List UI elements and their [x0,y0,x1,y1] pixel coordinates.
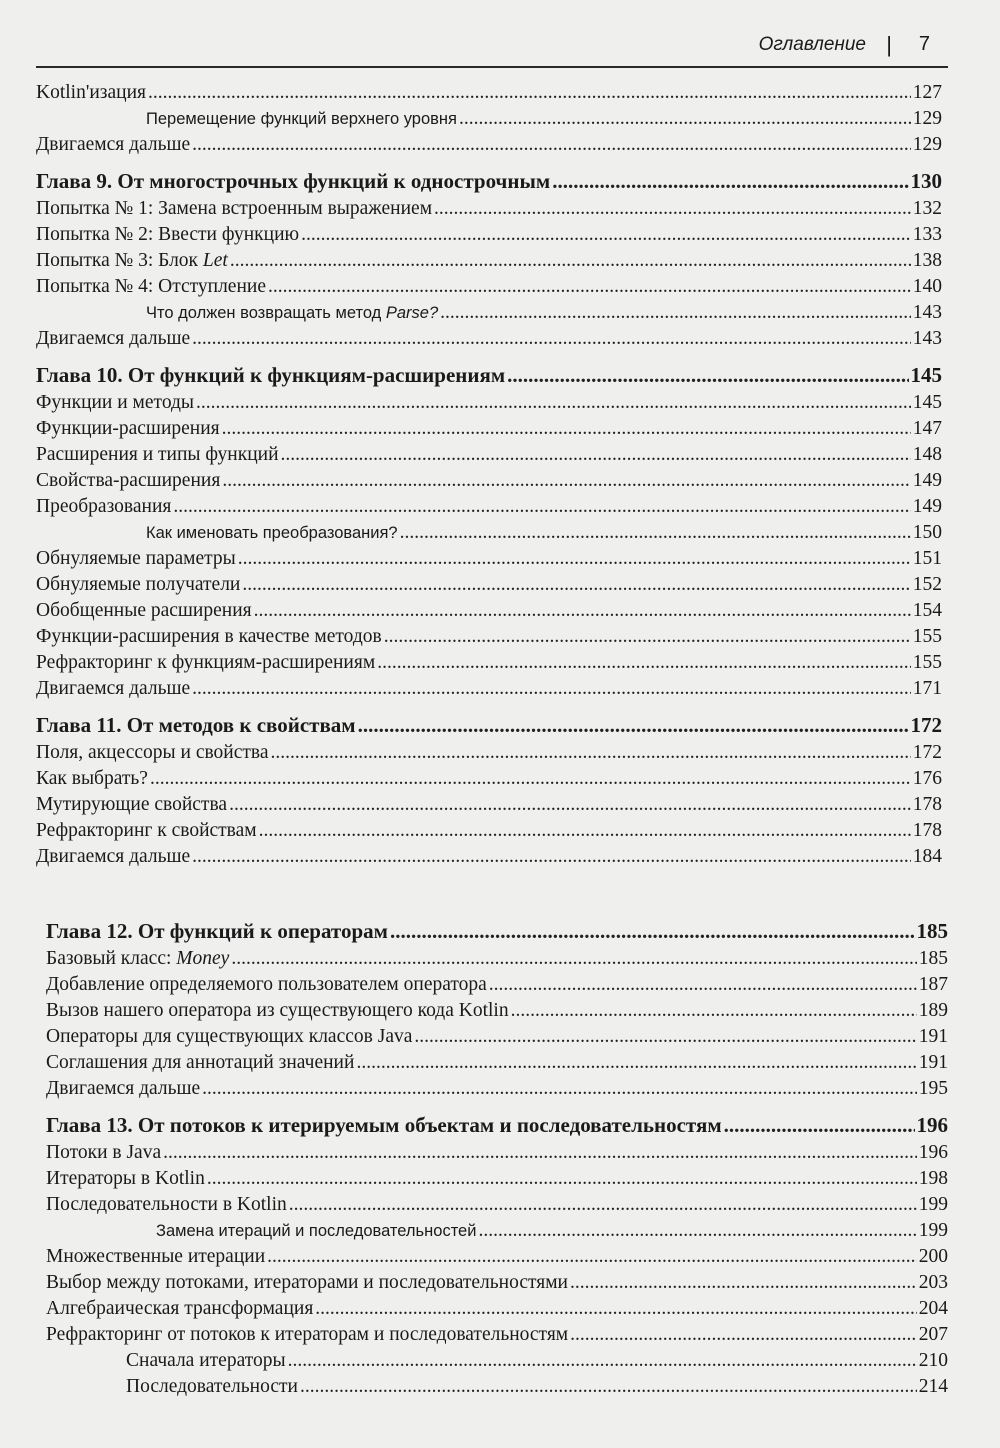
toc-entry-title [36,710,356,740]
toc-page-number: 176 [912,768,942,789]
toc-entry-title [46,1024,412,1050]
toc-page-number: 191 [918,1026,948,1047]
toc-entry[interactable] [36,844,942,870]
dot-leader [150,766,911,792]
toc-entry-title [36,766,148,792]
toc-page-number: 178 [912,794,942,815]
toc-entry-text: Преобразования [36,496,172,517]
toc-entry[interactable] [46,1244,948,1270]
toc-entry[interactable] [36,390,942,416]
toc-entry[interactable] [36,80,942,106]
toc-page-number: 127 [912,82,942,103]
toc-entry[interactable] [36,442,942,468]
toc-entry-text: Двигаемся дальше [36,328,191,349]
toc-entry-title [36,274,266,300]
toc-page-number: 199 [918,1220,948,1241]
toc-entry-text: Двигаемся дальше [46,1078,201,1099]
dot-leader [459,106,911,132]
toc-page-number: 155 [912,652,942,673]
toc-entry-text: Перемещение функций верхнего уровня [146,110,457,128]
toc-entry-title [46,1244,265,1270]
toc-entry-text: Двигаемся дальше [36,678,191,699]
toc-entry-text: Замена итераций и последовательностей [156,1222,477,1240]
dot-leader [254,598,911,624]
toc-entry-title [36,416,220,442]
toc-entry-title [36,196,432,222]
toc-entry[interactable] [36,274,942,300]
toc-entry-title [46,1296,313,1322]
toc-entry-text: Как именовать преобразования? [146,524,398,542]
toc-entry-title [126,1374,298,1400]
dot-leader [570,1270,917,1296]
toc-entry-text: Операторы для существующих классов Java [46,1026,413,1047]
toc-subentry[interactable] [36,520,942,546]
toc-entry-title [46,1110,722,1140]
toc-page-number: 148 [912,444,942,465]
toc-entry-text: Двигаемся дальше [36,846,191,867]
toc-entry-text: Последовательности в Kotlin [46,1194,287,1215]
dot-leader [440,300,911,326]
dot-leader [511,998,917,1024]
toc-page-number: 185 [916,919,948,943]
toc-entry-title [46,972,487,998]
toc-page-number: 149 [912,470,942,491]
toc-entry-text: Вызов нашего оператора из существующего кода Kotlin [46,1000,509,1021]
dot-leader [414,1024,916,1050]
toc-page-number: 187 [918,974,948,995]
toc-entry-title [36,494,171,520]
toc-page-number: 189 [918,1000,948,1021]
dot-leader [192,326,911,352]
toc-entry-text: Добавление определяемого пользователем оператора [46,974,487,995]
page-header [36,30,948,68]
toc-subentry[interactable] [46,1348,948,1374]
toc-entry-title [46,1076,200,1102]
toc-entry-text: Выбор между потоками, итераторами и последовательностями [46,1272,568,1293]
toc-page-number: 147 [912,418,942,439]
toc-entry-text: Множественные итерации [46,1246,266,1267]
dot-leader [489,972,917,998]
dot-leader [259,818,911,844]
dot-leader [242,572,910,598]
toc-page-number: 203 [918,1272,948,1293]
toc-entry-italic: Let [202,250,228,271]
toc-entry-text: Расширения и типы функций [36,444,279,465]
dot-leader [301,222,911,248]
dot-leader [478,1218,916,1244]
toc-entry[interactable] [36,818,942,844]
toc-entry[interactable] [46,998,948,1024]
toc-entry[interactable] [36,624,942,650]
page-number: 7 [918,33,930,55]
toc-entry-text: Глава 9. От многострочных функций к однострочным [36,169,551,193]
toc-subentry[interactable] [46,1218,948,1244]
toc-entry-title [36,248,228,274]
dot-leader [315,1296,916,1322]
toc-chapter[interactable] [36,360,942,390]
toc-entry-title [36,818,257,844]
toc-page-number: 199 [918,1194,948,1215]
toc-entry-text: Как выбрать? [36,768,148,789]
toc-entry-italic: Parse? [385,304,439,322]
toc-entry-title [46,1192,287,1218]
dot-leader [300,1374,917,1400]
toc-entry[interactable] [36,572,942,598]
toc-page-number: 154 [912,600,942,621]
toc-entry-text: Обнуляемые получатели [36,574,241,595]
toc-entry-title [36,166,550,196]
toc-page-number: 204 [918,1298,948,1319]
toc-page-number: 198 [918,1168,948,1189]
toc-entry[interactable] [36,326,942,352]
toc-entry-text: Сначала итераторы [126,1350,286,1371]
toc-entry-title [46,1166,205,1192]
toc-page-number: 152 [912,574,942,595]
toc-entry-title [46,946,229,972]
toc-page-number: 129 [912,108,942,129]
toc-entry-text: Рефракторинг к функциям-расширениям [36,652,376,673]
toc-page-number: 149 [912,496,942,517]
dot-leader [271,740,911,766]
toc-entry-text: Двигаемся дальше [36,134,191,155]
dot-leader [434,196,911,222]
toc-entry-text: Рефракторинг от потоков к итераторам и последовательностям [46,1324,569,1345]
dot-leader [390,916,915,946]
toc-entry-text: Попытка № 1: Замена встроенным выражением [36,198,433,219]
toc-entry-title [36,740,269,766]
toc-page-number: 145 [912,392,942,413]
toc-chapter[interactable] [36,710,942,740]
toc-entry-text: Потоки в Java [46,1142,162,1163]
toc-entry-title [46,1270,568,1296]
toc-page-number: 143 [912,328,942,349]
toc-entry-text: Рефракторинг к свойствам [36,820,257,841]
toc-entry[interactable] [46,1166,948,1192]
toc-entry-text: Обобщенные расширения [36,600,252,621]
dot-leader [288,1348,917,1374]
toc-entry[interactable] [36,650,942,676]
dot-leader [267,1244,917,1270]
dot-leader [570,1322,917,1348]
toc-page-number: 130 [910,169,942,193]
toc-entry-title [36,844,190,870]
toc-entry-title [46,1322,568,1348]
toc-entry-text: Функции-расширения в качестве методов [36,626,382,647]
toc-entry-text: Глава 11. От методов к свойствам [36,713,356,737]
toc-entry[interactable] [36,792,942,818]
toc-entry-title [36,390,194,416]
toc-entry-title [156,1218,476,1244]
toc-entry[interactable] [46,946,948,972]
toc-page-number: 210 [918,1350,948,1371]
toc-entry-text: Итераторы в Kotlin [46,1168,205,1189]
toc-entry-text: Глава 10. От функций к функциям-расширениям [36,363,506,387]
dot-leader [230,248,911,274]
toc-entry[interactable] [36,494,942,520]
toc-entry-text: Попытка № 2: Ввести функцию [36,224,300,245]
toc-page-number: 196 [916,1113,948,1137]
toc-page-number: 132 [912,198,942,219]
toc-page-number: 140 [912,276,942,297]
toc-entry-title [36,572,240,598]
dot-leader [222,468,910,494]
toc-entry-text: Свойства-расширения [36,470,221,491]
toc-entry-text: Мутирующие свойства [36,794,228,815]
toc-entry-title [36,468,220,494]
toc-page-number: 191 [918,1052,948,1073]
toc-entry-title [36,546,236,572]
toc-page-number: 185 [918,948,948,969]
dot-leader [507,360,908,390]
toc-entry-title [36,598,252,624]
toc-chapter[interactable] [46,916,948,946]
toc-entry-italic: Money [176,948,230,969]
toc-subentry[interactable] [36,106,942,132]
toc-page-number: 172 [910,713,942,737]
dot-leader [196,390,911,416]
dot-leader [724,1110,915,1140]
dot-leader [202,1076,917,1102]
toc-entry[interactable] [36,766,942,792]
toc-entry[interactable] [36,196,942,222]
toc-entry-text: Попытка № 4: Отступление [36,276,266,297]
toc-entry[interactable] [46,1140,948,1166]
dot-leader [384,624,911,650]
toc-entry-text: Что должен возвращать метод [146,304,386,322]
toc-entry[interactable] [46,1192,948,1218]
dot-leader [192,676,911,702]
toc-page-number: 138 [912,250,942,271]
toc-entry-title [36,650,375,676]
toc-entry[interactable] [46,1050,948,1076]
dot-leader [231,946,916,972]
toc-page-number: 178 [912,820,942,841]
toc-entry[interactable] [46,972,948,998]
dot-leader [148,80,911,106]
toc-entry[interactable] [36,676,942,702]
dot-leader [552,166,908,196]
toc-entry-title [46,1140,161,1166]
dot-leader [377,650,911,676]
toc-entry-text: Поля, акцессоры и свойства [36,742,269,763]
toc-entry[interactable] [46,1296,948,1322]
toc-entry[interactable] [36,598,942,624]
toc-entry-text: Kotlin'изация [36,82,146,103]
toc-entry-title [46,916,388,946]
toc-page-number: 150 [912,522,942,543]
table-of-contents-continued [46,908,948,1400]
toc-entry[interactable] [36,222,942,248]
toc-entry[interactable] [36,546,942,572]
dot-leader [207,1166,917,1192]
dot-leader [289,1192,917,1218]
toc-page-number: 145 [910,363,942,387]
toc-entry-text: Последовательности [126,1376,298,1397]
dot-leader [358,710,909,740]
header-separator: | [886,32,892,57]
toc-page-number: 151 [912,548,942,569]
running-title: Оглавление [758,34,866,55]
toc-entry-title [46,998,509,1024]
toc-page-number: 172 [912,742,942,763]
toc-page-number: 196 [918,1142,948,1163]
toc-page-number: 207 [918,1324,948,1345]
toc-entry[interactable] [36,468,942,494]
toc-page-number: 171 [912,678,942,699]
toc-entry-title [46,1050,354,1076]
toc-entry-title [146,300,438,326]
toc-entry[interactable] [46,1322,948,1348]
dot-leader [281,442,911,468]
dot-leader [229,792,911,818]
dot-leader [268,274,911,300]
toc-page-number: 155 [912,626,942,647]
toc-subentry[interactable] [46,1374,948,1400]
toc-entry-text: Алгебраическая трансформация [46,1298,314,1319]
toc-entry-text: Попытка № 3: Блок [36,250,203,271]
toc-page-number: 143 [912,302,942,323]
toc-entry-text: Функции-расширения [36,418,220,439]
toc-entry-text: Глава 13. От потоков к итерируемым объектам и последовательностям [46,1113,722,1137]
toc-entry[interactable] [46,1024,948,1050]
toc-page-number: 200 [918,1246,948,1267]
toc-page-number: 195 [918,1078,948,1099]
toc-chapter[interactable] [46,1110,948,1140]
toc-entry-title [36,360,505,390]
dot-leader [238,546,911,572]
toc-entry-title [36,80,146,106]
toc-entry[interactable] [36,740,942,766]
toc-subentry[interactable] [36,300,942,326]
dot-leader [192,844,911,870]
toc-entry-title [36,792,227,818]
toc-entry[interactable] [36,248,942,274]
dot-leader [192,132,911,158]
toc-entry-title [36,132,190,158]
toc-entry-text: Функции и методы [36,392,195,413]
table-of-contents [36,80,942,870]
dot-leader [400,520,911,546]
toc-entry-title [146,520,398,546]
toc-entry-text: Базовый класс: [46,948,177,969]
toc-entry[interactable] [46,1076,948,1102]
dot-leader [356,1050,916,1076]
dot-leader [163,1140,917,1166]
dot-leader [173,494,910,520]
toc-entry-text: Соглашения для аннотаций значений [46,1052,355,1073]
toc-entry[interactable] [36,132,942,158]
toc-entry-title [126,1348,286,1374]
toc-entry-text: Глава 12. От функций к операторам [46,919,388,943]
toc-page-number: 214 [918,1376,948,1397]
toc-entry-title [146,106,457,132]
toc-entry-title [36,676,190,702]
dot-leader [222,416,911,442]
toc-page-number: 133 [912,224,942,245]
toc-entry-title [36,442,279,468]
toc-chapter[interactable] [36,166,942,196]
toc-entry-title [36,222,299,248]
toc-entry[interactable] [46,1270,948,1296]
toc-page-number: 129 [912,134,942,155]
toc-page-number: 184 [912,846,942,867]
toc-entry-text: Обнуляемые параметры [36,548,236,569]
toc-entry-title [36,326,190,352]
toc-entry-title [36,624,382,650]
toc-entry[interactable] [36,416,942,442]
